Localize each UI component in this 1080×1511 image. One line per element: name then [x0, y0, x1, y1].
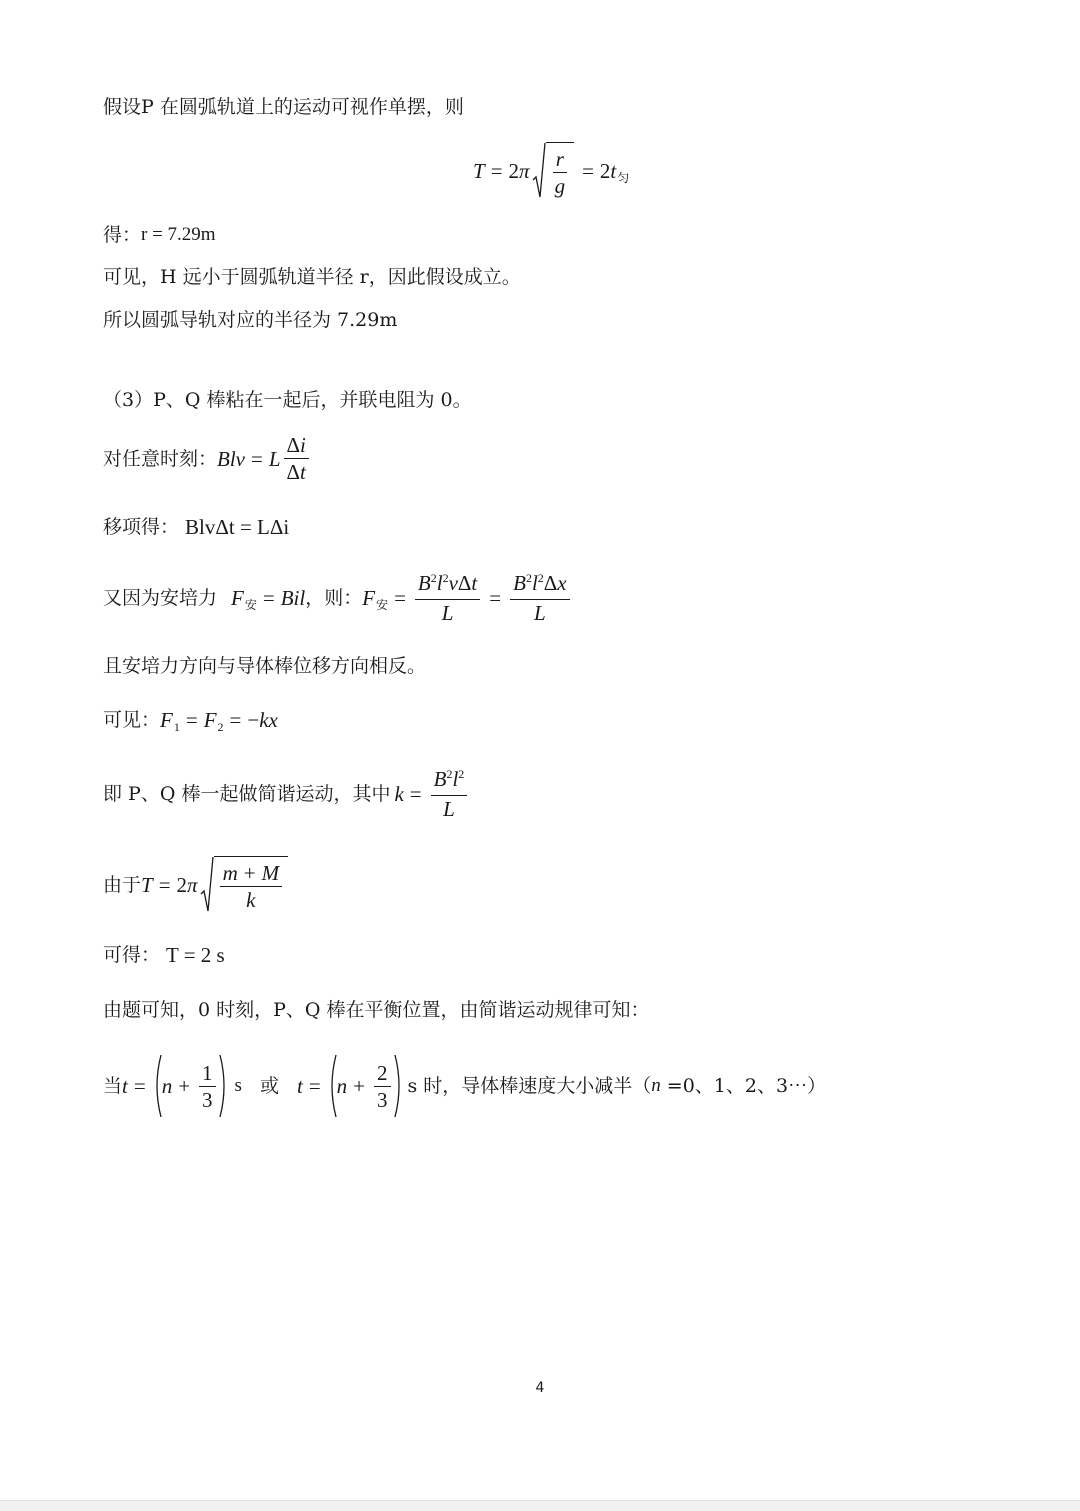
line-text: 可得： [103, 944, 161, 966]
line-text: 或 [259, 1075, 279, 1097]
formula-period-pendulum: T = 2 π $\frac{r}{g}$ = 2 t 匀 [473, 142, 629, 200]
text-line-7 [103, 434, 312, 483]
line-text: 当 [103, 1075, 123, 1097]
bottom-border [0, 1500, 1080, 1511]
line-text: =0、1、2、3⋯） [666, 1075, 827, 1097]
formula-time-1: t = n + $\frac{1}{3}$ s [122, 1054, 242, 1118]
text-line-5 [103, 307, 397, 333]
line-text: 即 P、Q 棒一起做简谐运动，其中 [103, 783, 391, 805]
line-text: 移项得： [103, 516, 180, 538]
inline-math: r = 7.29m [141, 224, 216, 245]
text-line-1 [103, 94, 464, 120]
line-text: （3）P、Q 棒粘在一起后，并联电阻为 0。 [103, 389, 472, 411]
line-text: ，则： [305, 587, 363, 609]
text-line-14 [103, 942, 225, 968]
unit-s: s [234, 1075, 242, 1096]
subscript-an: 安 [244, 598, 257, 612]
formula-induction: Blv = L $\frac{\Delta i}{\Delta t}$ [217, 434, 312, 483]
text-line-9 [103, 572, 573, 624]
inline-math: BlvΔt = LΔi [185, 515, 290, 539]
formula-k: k = $\frac{B^2l^2}{L}$ [394, 768, 470, 820]
line-text: 可见，H 远小于圆弧轨道半径 r，因此假设成立。 [103, 266, 521, 288]
text-line-3 [103, 222, 216, 248]
formula-ampere: F 安 = Bil [231, 585, 305, 611]
line-text: 假设P 在圆弧轨道上的运动可视作单摆，则 [103, 96, 464, 118]
line-text: 由题可知，0 时刻，P、Q 棒在平衡位置，由简谐运动规律可知： [103, 999, 650, 1021]
text-line-16: 当 t = n + $\frac{1}{3}$ s 或 t = n + $\frac{2}{3}$ s 时，导体棒速度大小减半（ n =0、1、2、3⋯） [103, 1054, 826, 1118]
line-text: 且安培力方向与导体棒位移方向相反。 [103, 655, 427, 677]
line-text: 对任意时刻： [103, 447, 218, 470]
text-line-15 [103, 997, 650, 1023]
text-line-11 [103, 707, 278, 733]
sqrt-symbol: $\frac{m + M}{k}$ [200, 856, 289, 914]
line-text: 又因为安培力 [103, 587, 218, 609]
sqrt-symbol: $\frac{r}{g}$ [532, 142, 575, 200]
inline-math: T = 2 s [166, 943, 225, 967]
line-text: 所以圆弧导轨对应的半径为 7.29m [103, 309, 398, 331]
text-line-8 [103, 514, 289, 540]
formula-restoring-force: F 1 = F 2 = − kx [160, 708, 278, 734]
text-line-13 [103, 856, 290, 914]
page-number: 4 [535, 1380, 545, 1396]
text-line-6 [103, 387, 472, 413]
line-text: 可见： [103, 709, 161, 731]
text-line-4 [103, 264, 521, 290]
line-text: 得： [103, 224, 142, 246]
line-text: s 时，导体棒速度大小减半（ [407, 1075, 652, 1097]
formula-ampere-expanded: F 安 = $\frac{B^2l^2v\Delta t}{L}$ = $\frac{B^2l^2\Delta x}{L}$ [362, 572, 572, 624]
text-line-10 [103, 653, 426, 679]
line-text: 由于 [103, 874, 142, 896]
formula-period-shm: T = 2 π $\frac{m + M}{k}$ [141, 856, 290, 914]
formula-time-2: t = n + $\frac{2}{3}$ [297, 1054, 404, 1118]
subscript-yun: 匀 [617, 171, 630, 185]
text-line-12 [103, 768, 470, 820]
subscript-an: 安 [376, 598, 389, 612]
